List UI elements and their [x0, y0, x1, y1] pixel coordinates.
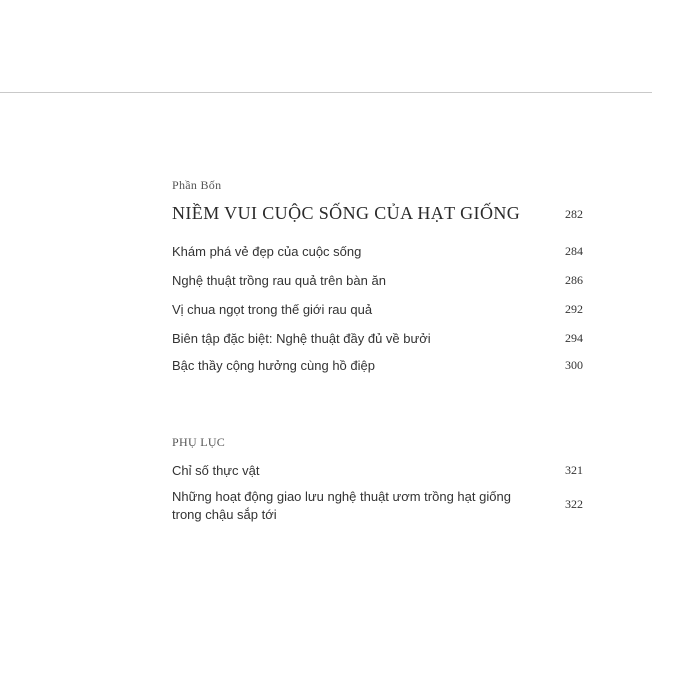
- toc-entry-page: 322: [565, 497, 583, 511]
- toc-entry-page: 300: [565, 358, 583, 372]
- appendix-label: PHỤ LỤC: [172, 435, 226, 449]
- toc-entry-page: 321: [565, 463, 583, 477]
- toc-entry[interactable]: Vị chua ngọt trong thế giới rau quả: [172, 302, 373, 317]
- toc-entry[interactable]: Những hoạt động giao lưu nghệ thuật ươm trồng hạt giống trong chậu sắp tới: [172, 489, 511, 522]
- top-divider: [0, 92, 652, 93]
- toc-entry[interactable]: Biên tập đặc biệt: Nghệ thuật đầy đủ về bưởi: [172, 331, 431, 346]
- toc-entry-page: 292: [565, 302, 583, 316]
- part-title: NIỀM VUI CUỘC SỐNG CỦA HẠT GIỐNG: [172, 203, 521, 223]
- toc-entry[interactable]: Nghệ thuật trồng rau quả trên bàn ăn: [172, 273, 386, 288]
- part-title-page: 282: [565, 207, 583, 221]
- toc-entry[interactable]: Khám phá vẻ đẹp của cuộc sống: [172, 244, 362, 259]
- toc-entry-page: 284: [565, 244, 583, 258]
- toc-entry-page: 286: [565, 273, 583, 287]
- toc-entry-page: 294: [565, 331, 583, 345]
- toc-entry[interactable]: Chỉ số thực vật: [172, 463, 260, 478]
- toc-entry[interactable]: Bậc thầy cộng hưởng cùng hồ điệp: [172, 358, 375, 373]
- part-label: Phần Bốn: [172, 178, 222, 192]
